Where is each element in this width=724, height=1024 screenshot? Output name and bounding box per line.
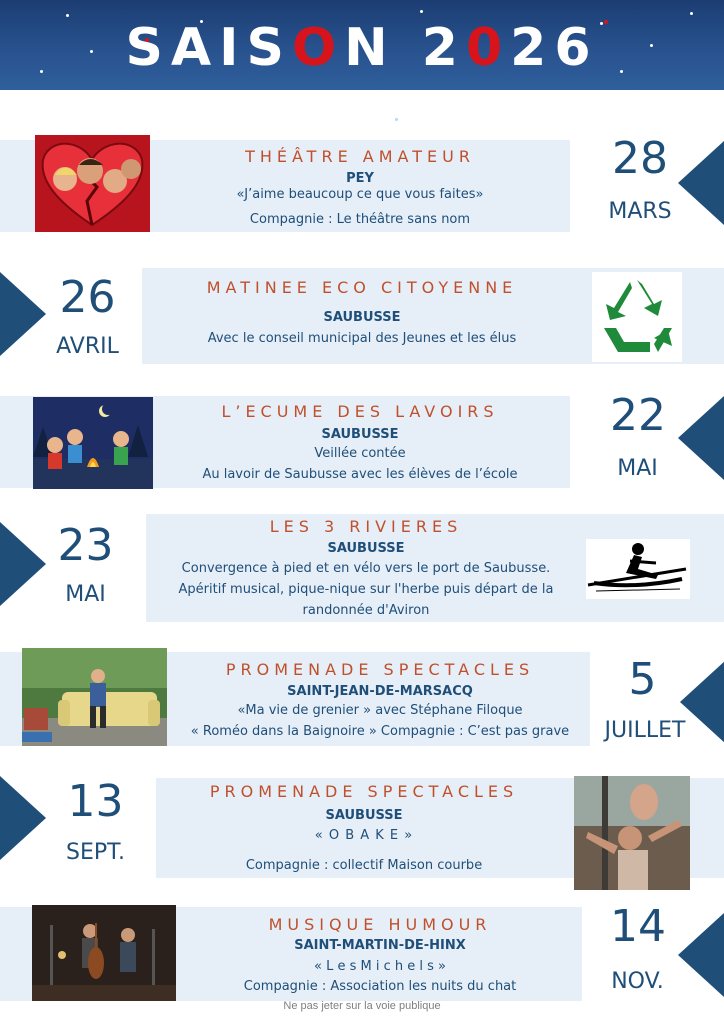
star-decoration bbox=[420, 10, 423, 13]
title-segment: O bbox=[291, 18, 345, 78]
event-row bbox=[0, 392, 724, 492]
event-category: PROMENADE SPECTACLES bbox=[209, 782, 519, 801]
event-line: « O B A K E » bbox=[314, 828, 414, 843]
event-row bbox=[0, 648, 724, 748]
event-month: MARS bbox=[608, 199, 672, 224]
event-place: SAUBUSSE bbox=[321, 427, 399, 442]
acrobats-image bbox=[574, 776, 690, 890]
event-line: Compagnie : Association les nuits du chat bbox=[243, 979, 517, 994]
footer-note: Ne pas jeter sur la voie publique bbox=[283, 1000, 441, 1012]
event-line: Avec le conseil municipal des Jeunes et les élus bbox=[207, 331, 517, 346]
event-day: 13 bbox=[67, 776, 124, 827]
event-line: «Ma vie de grenier » avec Stéphane Filoque bbox=[237, 703, 523, 718]
event-category: MUSIQUE HUMOUR bbox=[268, 915, 492, 934]
event-day: 5 bbox=[628, 654, 657, 705]
event-line: Compagnie : collectif Maison courbe bbox=[245, 858, 483, 873]
broken-heart-faces-image bbox=[35, 135, 150, 232]
event-category: LES 3 RIVIERES bbox=[269, 517, 463, 536]
event-line: randonnée d'Aviron bbox=[302, 603, 430, 618]
event-month: AVRIL bbox=[56, 334, 119, 359]
star-decoration bbox=[66, 14, 69, 17]
arrow-left-icon bbox=[680, 660, 724, 744]
event-day: 14 bbox=[610, 901, 666, 952]
event-day: 26 bbox=[59, 272, 116, 323]
sofa-performer-image bbox=[22, 648, 167, 746]
title-segment: 26 bbox=[510, 18, 599, 78]
musicians-stage-image bbox=[32, 905, 176, 1001]
rowing-icon bbox=[586, 539, 690, 599]
event-month: JUILLET bbox=[604, 718, 686, 743]
recycle-icon bbox=[592, 272, 682, 362]
event-day: 28 bbox=[612, 133, 668, 184]
event-place: SAINT-JEAN-DE-MARSACQ bbox=[287, 684, 473, 699]
event-line: Compagnie : Le théâtre sans nom bbox=[249, 212, 471, 227]
event-day: 22 bbox=[610, 390, 666, 441]
event-line: « L e s M i c h e l s » bbox=[314, 959, 446, 974]
event-line: « Roméo dans la Baignoire » Compagnie : C’est pas grave bbox=[190, 724, 570, 739]
page-title bbox=[0, 18, 724, 78]
event-row bbox=[0, 135, 724, 235]
title-segment: SAIS bbox=[125, 18, 292, 78]
event-line: Veillée contée bbox=[314, 446, 406, 461]
event-place: PEY bbox=[346, 171, 374, 186]
event-category: MATINEE ECO CITOYENNE bbox=[206, 278, 518, 297]
event-row bbox=[0, 268, 724, 368]
event-place: SAUBUSSE bbox=[325, 808, 403, 823]
header-banner bbox=[0, 0, 724, 90]
title-segment: 0 bbox=[465, 18, 511, 78]
title-segment: N 2 bbox=[344, 18, 466, 78]
arrow-left-icon bbox=[678, 141, 724, 225]
event-place: SAUBUSSE bbox=[327, 541, 405, 556]
event-place: SAINT-MARTIN-DE-HINX bbox=[294, 938, 466, 953]
event-month: SEPT. bbox=[66, 840, 125, 865]
event-category: PROMENADE SPECTACLES bbox=[225, 660, 535, 679]
arrow-left-icon bbox=[678, 913, 724, 997]
event-place: SAUBUSSE bbox=[323, 310, 401, 325]
campfire-kids-image bbox=[33, 397, 153, 489]
event-day: 23 bbox=[57, 520, 114, 571]
arrow-right-icon bbox=[0, 776, 46, 860]
event-month: MAI bbox=[617, 456, 658, 481]
event-line: Au lavoir de Saubusse avec les élèves de l’école bbox=[202, 467, 518, 482]
event-category: L’ECUME DES LAVOIRS bbox=[221, 402, 499, 421]
event-line: Apéritif musical, pique-nique sur l'herbe puis départ de la bbox=[178, 582, 554, 597]
event-line: Convergence à pied et en vélo vers le port de Saubusse. bbox=[181, 561, 551, 576]
event-line: «J’aime beaucoup ce que vous faites» bbox=[236, 187, 484, 202]
star-decoration bbox=[690, 12, 693, 15]
event-row bbox=[0, 514, 724, 624]
event-category: THÉÂTRE AMATEUR bbox=[245, 147, 475, 166]
event-row bbox=[0, 772, 724, 892]
event-month: NOV. bbox=[611, 969, 664, 994]
arrow-left-icon bbox=[678, 396, 724, 480]
star-decoration bbox=[395, 118, 398, 121]
event-month: MAI bbox=[65, 582, 106, 607]
event-row bbox=[0, 903, 724, 1003]
